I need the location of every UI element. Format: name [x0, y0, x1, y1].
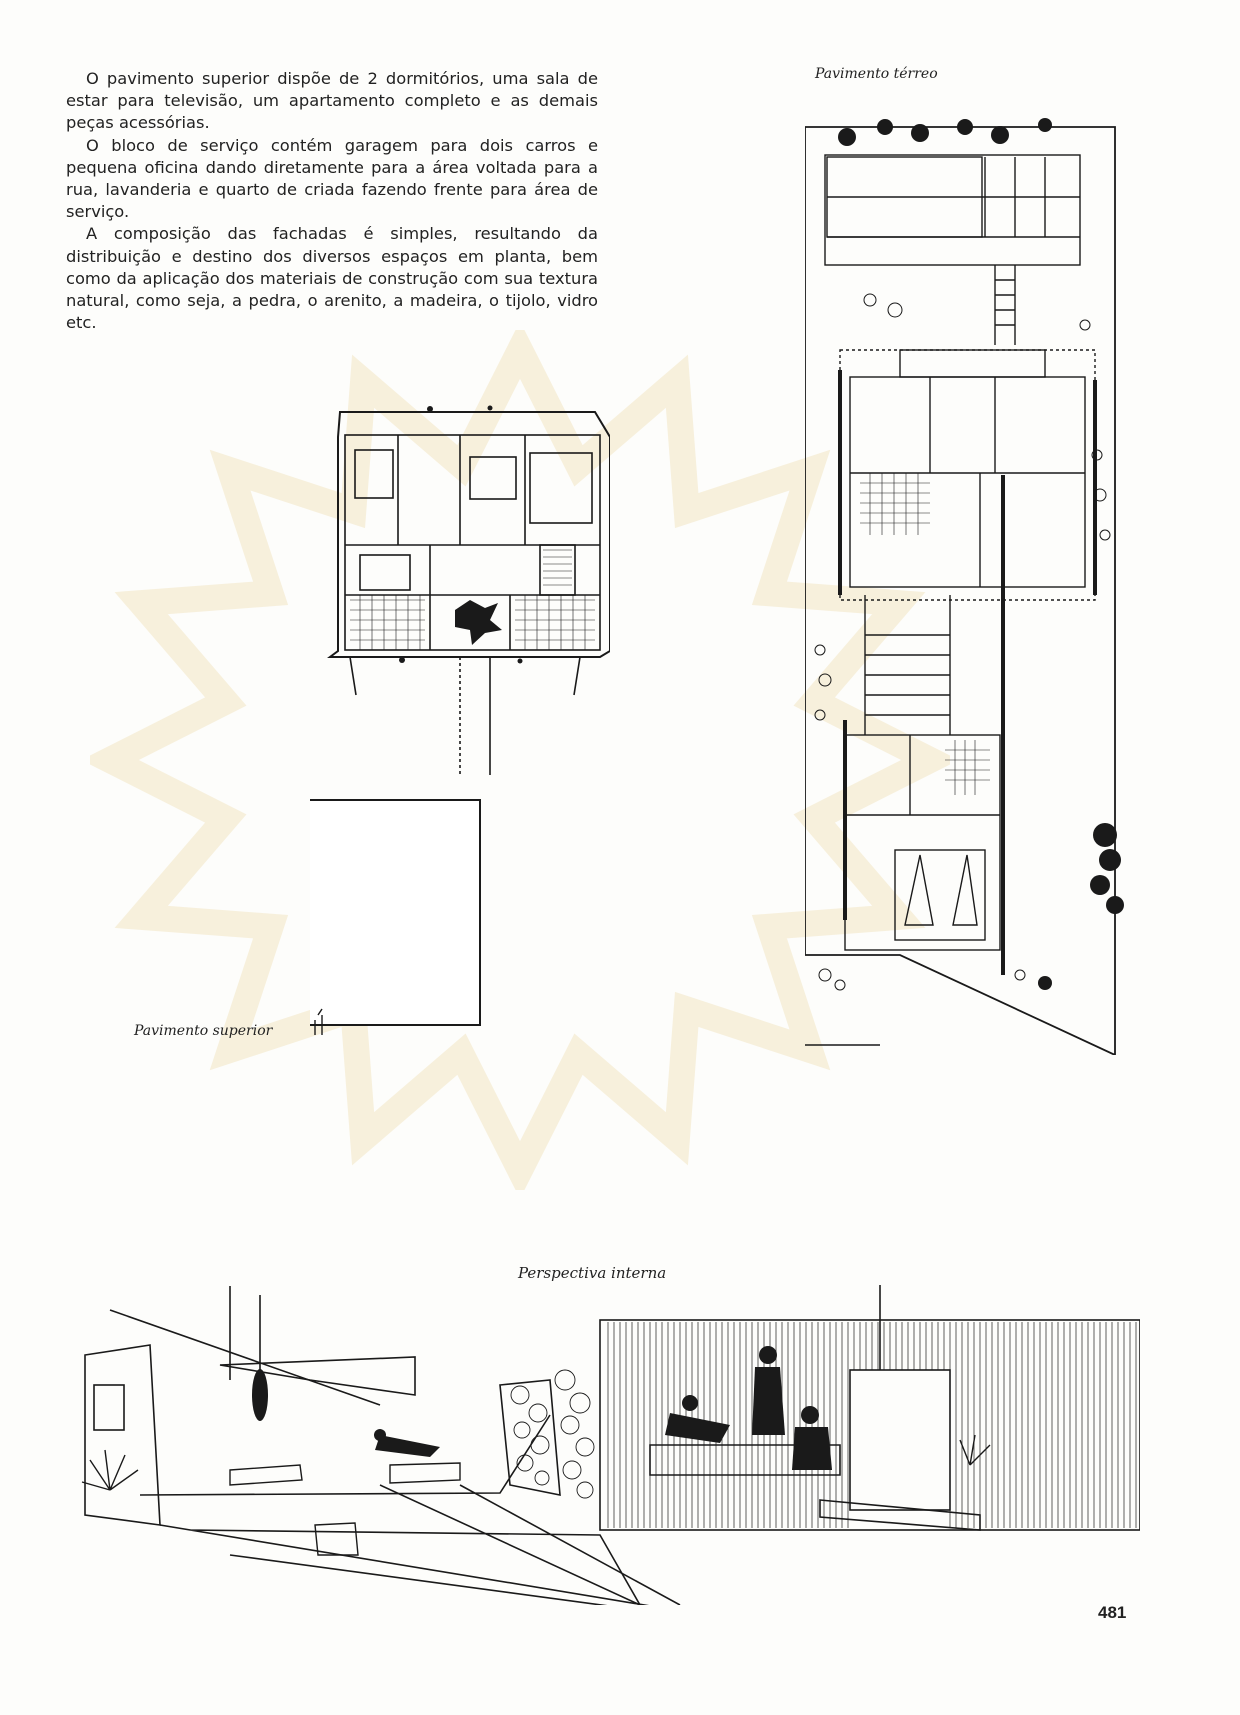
paragraph-2: O bloco de serviço contém garagem para dois carros e pequena oficina dando diretamente para a área voltada para a rua, lavanderia e quarto de criada fazendo frente para área de serviço.: [66, 135, 598, 222]
ground-floor-plan-icon: [805, 95, 1135, 1055]
upper-floor-plan-icon: [310, 395, 610, 1035]
body-text: [66, 68, 598, 334]
paragraph-1: O pavimento superior dispõe de 2 dormitórios, uma sala de estar para televisão, um apartamento completo e as demais peças acessórias.: [66, 69, 598, 133]
page-number: 481: [1098, 1603, 1127, 1622]
caption-ground-floor: Pavimento térreo: [815, 66, 938, 82]
caption-upper-floor: Pavimento superior: [134, 1023, 273, 1039]
interior-perspective-icon: [80, 1285, 1140, 1605]
caption-interior-perspective: Perspectiva interna: [518, 1264, 667, 1282]
paragraph-3: A composição das fachadas é simples, resultando da distribuição e destino dos diversos espaços em planta, bem como da aplicação dos materiais de construção com sua textura natural, como seja, a pedra, o arenito, a madeira, o tijolo, vidro etc.: [66, 224, 598, 333]
